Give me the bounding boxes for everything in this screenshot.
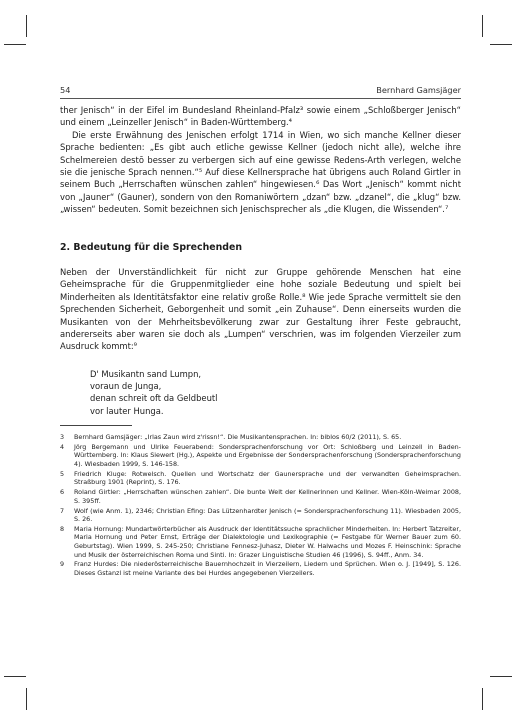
crop-mark-br-v — [482, 688, 483, 710]
footnote — [60, 560, 461, 577]
paragraph: Die erste Erwähnung des Jenischen erfolgt 1714 in Wien, wo sich manche Kellner dieser Sprache bedienten: „Es gibt auch etliche gewisse Kellner (jedoch nicht alle), welche ihre Schelmereien destō besser zu verbergen sich auf eine gewisse Redens-Arth verlegen, welche sie die jenische Sprach nennen.“⁵ Auf diese Kellnersprache hat übrigens auch Roland Girtler in seinem Buch „Herrschaften wünschen zahlen“ hingewiesen.⁶ Das Wort „Jenisch“ kommt nicht von „Jauner“ (Gauner), sondern von den Romaniwörtern „dzan“ bzw. „dzanel“, die „klug“ bzw. „wissen“ bedeuten. Somit bezeichnen sich Jenischsprecher als „die Klugen, die Wissenden“.⁷ — [60, 129, 461, 215]
crop-mark-tr-v — [482, 15, 483, 37]
footnote-number: 5 — [60, 469, 65, 478]
footnote — [60, 433, 461, 442]
footnotes — [60, 433, 461, 579]
crop-mark-tl-h — [4, 44, 26, 45]
running-header — [60, 85, 461, 97]
verse-line: denan schreit oft da Geldbeutl — [90, 393, 218, 404]
footnote — [60, 443, 461, 469]
crop-mark-br-h — [490, 676, 512, 677]
running-author: Bernhard Gamsjäger — [376, 85, 461, 95]
crop-mark-tl-v — [26, 15, 27, 37]
header-rule — [60, 98, 461, 99]
footnote-text: Bernhard Gamsjäger: „Irlas Zaun wird z'rissn!“. Die Musikantensprachen. In: biblos 60/2 (2011), S. 65. — [74, 433, 402, 441]
footnote-number: 4 — [60, 442, 65, 451]
footnote-text: Maria Hornung: Mundartwörterbücher als Ausdruck der Identitätssuche sprachlicher Minderheiten. In: Herbert Tatzreiter, Maria Hornung und Peter Ernst, Erträge der Dialektologie und Lexikographie (= Festgabe für Werner Bauer zum 60. Geburtstag). Wien 1999, S. 245-250; Christiane Fennesz-Juhasz, Dieter W. Halwachs und Mozes F. Heinschink: Sprache und Musik der österreichischen Roma und Sinti. In: Grazer Linguistische Studien 46 (1996), S. 94ff., Anm. 34. — [74, 524, 461, 559]
footnote-number: 9 — [60, 560, 65, 569]
verse-line: vor lauter Hunga. — [90, 405, 164, 416]
footnote-text: Jörg Bergemann und Ulrike Feuerabend: Sondersprachenforschung vor Ort: Schloßberg und Leinzell in Baden-Württemberg. In: Klaus Siewert (Hg.), Aspekte und Ergebnisse der Sondersprachenforschung (Sondersprachenforschung 4). Wiesbaden 1999, S. 146-158. — [74, 442, 461, 468]
footnote-text: Franz Hurdes: Die niederösterreichische Bauernhochzeit in Vierzeilern, Liedern und Sprüchen. Wien o. J. [1949], S. 126. Dieses Gstanzl ist meine Variante des bei Hurdes angegebenen Vierzeilers. — [74, 560, 461, 578]
body-text-top — [60, 104, 461, 216]
footnote — [60, 507, 461, 524]
verse-line: voraun de Junga, — [90, 381, 162, 392]
footnote-rule — [60, 425, 132, 426]
paragraph: Neben der Unverständlichkeit für nicht zur Gruppe gehörende Menschen hat eine Geheimsprache für die Gruppenmitglieder eine hohe soziale Bedeutung und spielt bei Minderheiten als Identitätsfaktor eine relativ große Rolle.⁸ Wie jede Sprache vermittelt sie den Sprechenden Sicherheit, Geborgenheit und somit „ein Zuhause“. Denn einerseits wurden die Musikanten von der Mehrheitsbevölkerung zwar zur Gestaltung ihrer Feste gebraucht, andererseits aber waren sie doch als „Lumpen“ verschrien, was im folgenden Vierzeiler zum Ausdruck kommt:⁹ — [60, 267, 461, 352]
crop-mark-tr-h — [490, 44, 512, 45]
verse-line: D' Musikantn sand Lumpn, — [90, 369, 202, 379]
body-text-section — [60, 266, 461, 353]
footnote-number: 3 — [60, 433, 65, 441]
footnote-text: Wolf (wie Anm. 1), 2346; Christian Efing: Das Lützenhardter Jenisch (= Sondersprachenforschung 11). Wiesbaden 2005, S. 26. — [74, 506, 461, 524]
section-heading: 2. Bedeutung für die Sprechenden — [60, 242, 243, 253]
footnote-text: Friedrich Kluge: Rotwelsch. Quellen und Wortschatz der Gaunersprache und der verwandten Geheimsprachen. Straßburg 1901 (Reprint), S. 176. — [74, 469, 461, 487]
verse-block — [90, 368, 218, 417]
footnote — [60, 525, 461, 559]
footnote-text: Roland Girtler: „Herrschaften wünschen zahlen“. Die bunte Welt der Kellnerinnen und Kellner. Wien-Köln-Weimar 2008, S. 395ff. — [74, 488, 461, 505]
footnote-number: 8 — [60, 524, 65, 533]
footnote — [60, 470, 461, 487]
footnote-number: 7 — [60, 506, 65, 515]
footnote-number: 6 — [60, 488, 65, 497]
footnote — [60, 488, 461, 505]
page-number: 54 — [60, 85, 71, 95]
crop-mark-bl-h — [4, 676, 26, 677]
paragraph: ther Jenisch“ in der Eifel im Bundesland Rheinland-Pfalz³ sowie einem „Schloßberger Jenisch“ und einem „Leinzeller Jenisch“ in Baden-Württemberg.⁴ — [60, 105, 461, 128]
crop-mark-bl-v — [26, 688, 27, 710]
